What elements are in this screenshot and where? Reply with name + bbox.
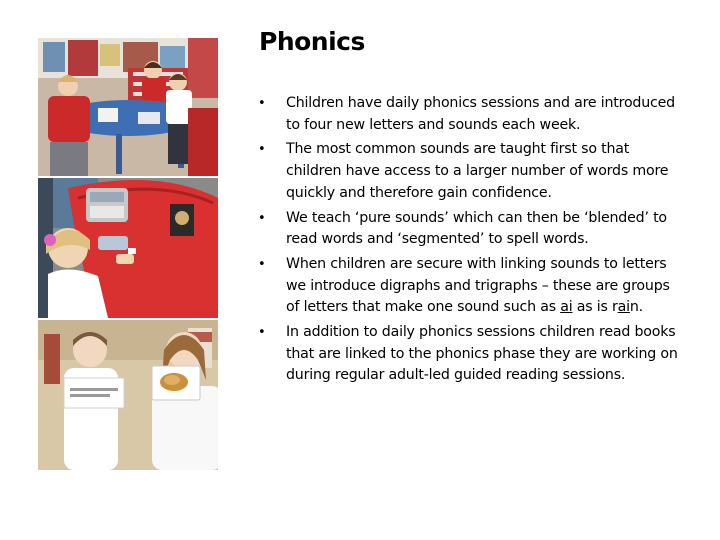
- bullet-item: [258, 254, 678, 319]
- underlined-text: ai: [617, 299, 630, 316]
- bullet-dot-icon: •: [258, 142, 266, 158]
- photo-children-holding-cards: [38, 320, 218, 470]
- bullet-dot-icon: •: [258, 325, 266, 341]
- slide-title: Phonics: [259, 27, 365, 56]
- bullet-item: [258, 93, 678, 136]
- bullet-dot-icon: •: [258, 256, 266, 272]
- underlined-text: ai: [560, 299, 573, 316]
- bullet-item: [258, 208, 678, 251]
- classroom-photo-image: [38, 38, 218, 176]
- photo-children-at-table: [38, 38, 218, 176]
- bullet-item: [258, 322, 678, 387]
- bullet-text: n.: [629, 299, 643, 316]
- bullet-text: In addition to daily phonics sessions children read books that are linked to the phonics phase they are working on during regular adult-led guided reading sessions.: [286, 324, 678, 384]
- photo-child-at-red-table: [38, 178, 218, 318]
- bullet-text: as is r: [572, 299, 618, 316]
- holding-cards-photo-image: [38, 320, 218, 470]
- bullet-dot-icon: •: [258, 96, 266, 111]
- bullet-list: [258, 93, 678, 390]
- bullet-text: When children are secure with linking sounds to letters we introduce digraphs and trigraphs – these are groups of letters that make one sound such as: [286, 255, 670, 316]
- bullet-dot-icon: •: [258, 210, 266, 226]
- bullet-text: The most common sounds are taught first so that children have access to a larger number of words more quickly and therefore gain confidence.: [286, 141, 669, 201]
- bullet-text: We teach ‘pure sounds’ which can then be ‘blended’ to read words and ‘segmented’ to spell words.: [286, 209, 667, 248]
- red-table-photo-image: [38, 178, 218, 318]
- bullet-text: Children have daily phonics sessions and are introduced to four new letters and sounds each week.: [286, 95, 675, 133]
- bullet-item: [258, 139, 678, 204]
